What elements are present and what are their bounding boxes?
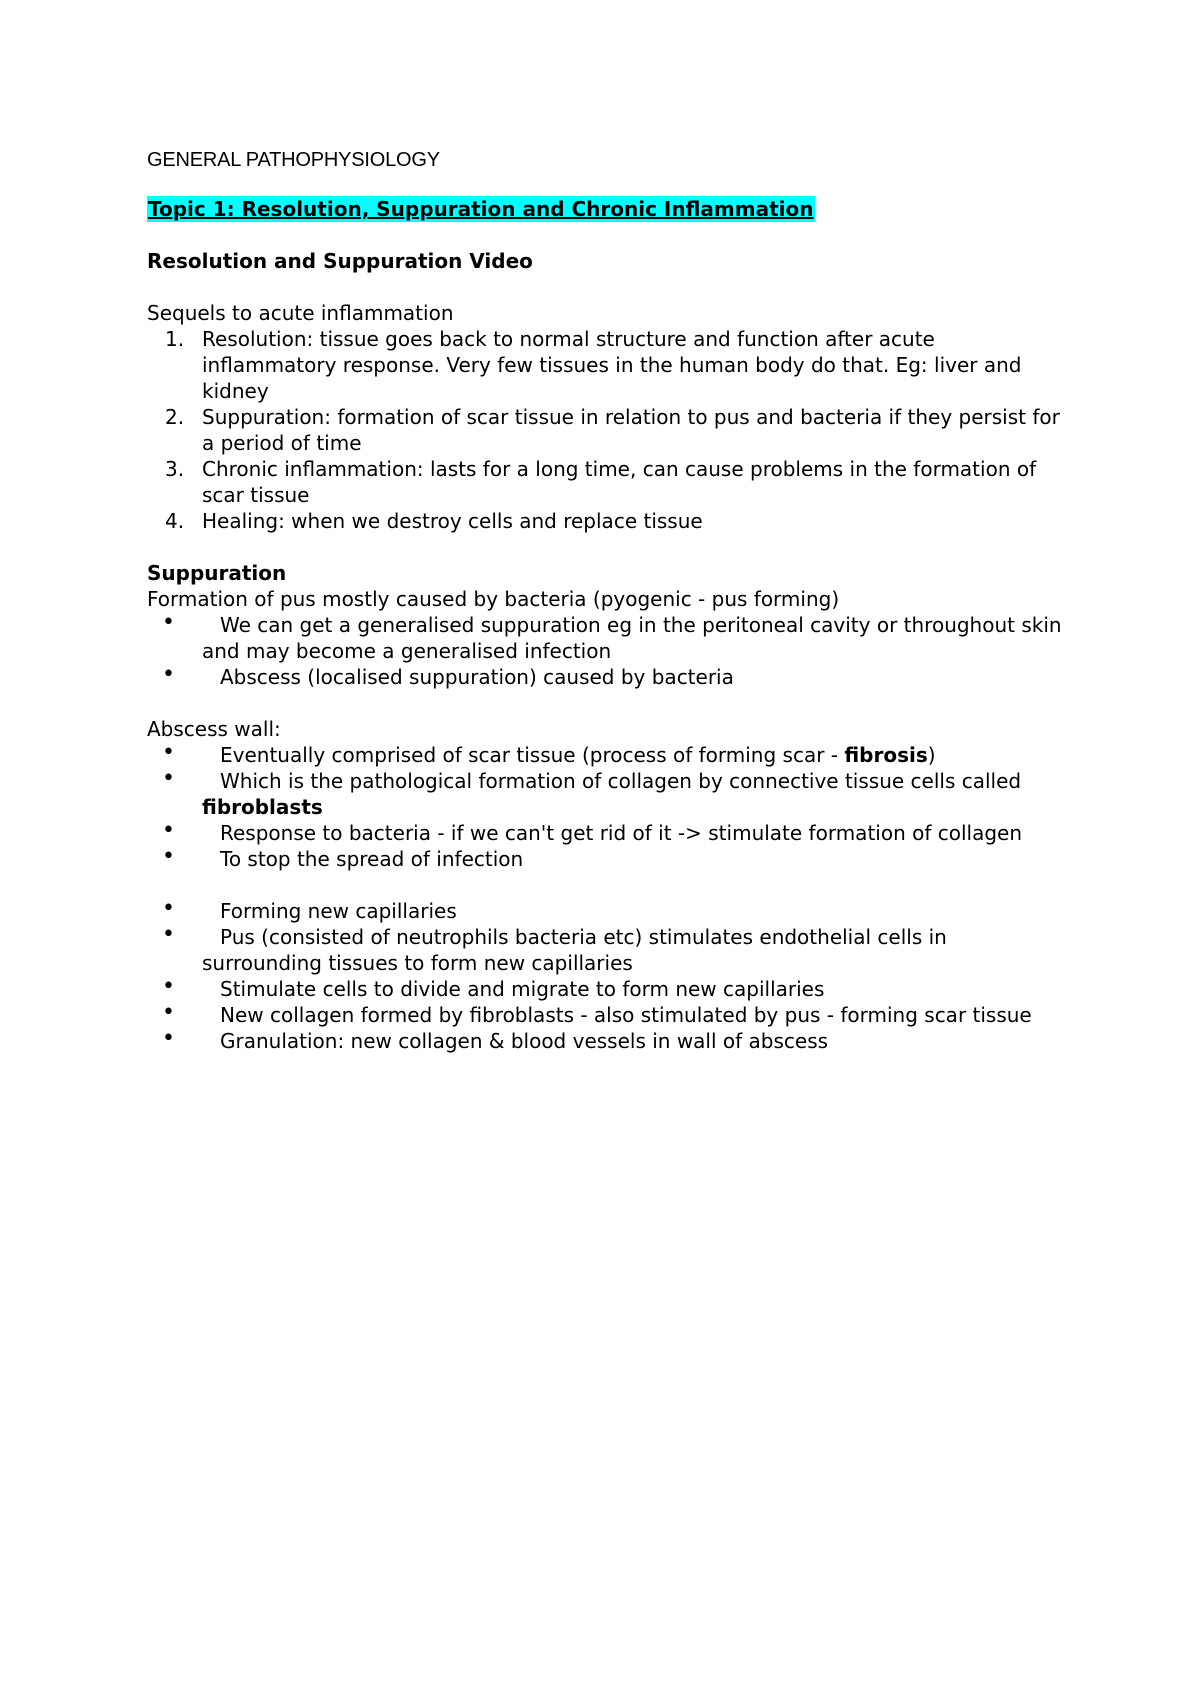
list-item-text: Stimulate cells to divide and migrate to form new capillaries	[220, 977, 825, 1001]
bold-term: fibrosis	[844, 743, 928, 767]
list-item	[147, 976, 1067, 1002]
list-item-text: Resolution: tissue goes back to normal structure and function after acute inflammatory response. Very few tissues in the human body do that. Eg: liver and kidney	[202, 327, 1022, 403]
resolution-section	[147, 248, 1067, 534]
text-run: Which is the pathological formation of collagen by connective tissue cells called	[220, 769, 1022, 793]
list-item-text: We can get a generalised suppuration eg in the peritoneal cavity or throughout skin and may become a generalised infection	[202, 613, 1062, 663]
list-item	[147, 1002, 1067, 1028]
list-item-text: New collagen formed by fibroblasts - also stimulated by pus - forming scar tissue	[220, 1003, 1032, 1027]
list-item	[147, 326, 1067, 404]
list-item	[147, 742, 1067, 768]
list-item	[147, 768, 1067, 820]
bullet-icon: •	[162, 766, 175, 791]
bullet-icon: •	[162, 974, 175, 999]
topic-heading: Topic 1: Resolution, Suppuration and Chronic Inflammation	[148, 197, 814, 221]
document-page	[147, 0, 1067, 1698]
section-heading: Resolution and Suppuration Video	[147, 249, 533, 273]
bold-term: fibroblasts	[202, 795, 323, 819]
bullet-icon: •	[162, 818, 175, 843]
list-item	[147, 1028, 1067, 1054]
list-item-text: Suppuration: formation of scar tissue in relation to pus and bacteria if they persist for a period of time	[202, 405, 1060, 455]
list-item	[147, 898, 1067, 924]
bullet-icon: •	[162, 740, 175, 765]
list-item	[147, 664, 1067, 690]
list-item-text	[202, 768, 1067, 820]
section-intro: Formation of pus mostly caused by bacteria (pyogenic - pus forming)	[147, 587, 840, 611]
suppuration-section	[147, 560, 1067, 690]
bullet-icon: •	[162, 610, 175, 635]
section-heading: Suppuration	[147, 561, 287, 585]
bullet-icon: •	[162, 662, 175, 687]
bullet-icon: •	[162, 896, 175, 921]
list-item-text: Granulation: new collagen & blood vessels in wall of abscess	[220, 1029, 829, 1053]
list-item	[147, 612, 1067, 664]
bullet-list	[147, 612, 1067, 690]
abscess-section	[147, 716, 1067, 1054]
list-item-text: Pus (consisted of neutrophils bacteria etc) stimulates endothelial cells in surrounding tissues to form new capillaries	[202, 925, 947, 975]
list-item-text	[202, 742, 1067, 768]
list-item	[147, 924, 1067, 976]
list-item	[147, 404, 1067, 456]
list-item-text: Response to bacteria - if we can't get rid of it -> stimulate formation of collagen	[220, 821, 1023, 845]
bullet-list	[147, 898, 1067, 1054]
list-item	[147, 846, 1067, 872]
section-heading: Abscess wall:	[147, 717, 281, 741]
document-title: GENERAL PATHOPHYSIOLOGY	[147, 149, 440, 171]
list-item-text: Healing: when we destroy cells and replace tissue	[202, 509, 703, 533]
text-run: )	[927, 743, 936, 767]
list-number: 4.	[165, 509, 185, 533]
section-intro: Sequels to acute inflammation	[147, 301, 454, 325]
list-number: 1.	[165, 327, 185, 351]
list-item-text: To stop the spread of infection	[220, 847, 524, 871]
bullet-list	[147, 742, 1067, 872]
list-item-text: Chronic inflammation: lasts for a long time, can cause problems in the formation of scar tissue	[202, 457, 1037, 507]
list-number: 3.	[165, 457, 185, 481]
list-item	[147, 820, 1067, 846]
text-run: Eventually comprised of scar tissue (process of forming scar -	[220, 743, 845, 767]
list-item-text: Forming new capillaries	[220, 899, 457, 923]
bullet-icon: •	[162, 1026, 175, 1051]
bullet-icon: •	[162, 922, 175, 947]
list-number: 2.	[165, 405, 185, 429]
numbered-list	[147, 326, 1067, 534]
list-item	[147, 456, 1067, 508]
bullet-icon: •	[162, 1000, 175, 1025]
list-item	[147, 508, 1067, 534]
list-item-text: Abscess (localised suppuration) caused by bacteria	[220, 665, 734, 689]
bullet-icon: •	[162, 844, 175, 869]
